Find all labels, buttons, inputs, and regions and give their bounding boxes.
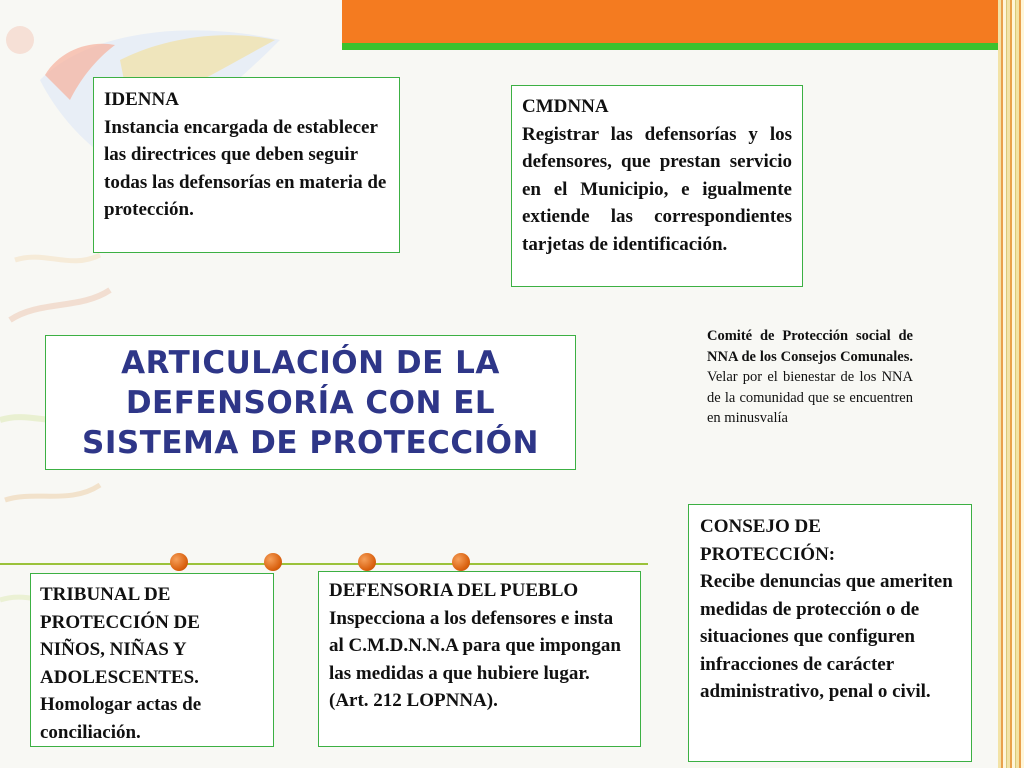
comite-body: Velar por el bienestar de los NNA de la comunidad que se encuentren en minusvalía (707, 369, 913, 426)
connector-dot-3 (358, 553, 376, 571)
main-title-line-3: SISTEMA DE PROTECCIÓN (82, 424, 539, 461)
tribunal-body: Homologar actas de conciliación. (40, 694, 202, 743)
connector-dot-4 (452, 553, 470, 571)
tribunal-title: TRIBUNAL DE PROTECCIÓN DE NIÑOS, NIÑAS Y ADOLESCENTES. (40, 584, 200, 688)
connector-line (0, 563, 648, 565)
defensoria-body: Inspecciona a los defensores e insta al C.M.D.N.N.A para que impongan las medidas a que hubiere lugar. (329, 607, 621, 684)
tribunal-box (30, 573, 274, 747)
idenna-body: Instancia encargada de establecer las directrices que deben seguir todas las defensorías en materia de protección. (104, 116, 387, 220)
consejo-box (688, 504, 972, 762)
header-bar-green (342, 43, 998, 50)
comite-title: Comité de Protección social de NNA de los Consejos Comunales. (707, 328, 913, 365)
cmdnna-body: Registrar las defensorías y los defensores, que prestan servicio en el Municipio, e igualmente extiende las correspondientes tarjetas de identificación. (522, 123, 792, 255)
defensoria-reference: (Art. 212 LOPNNA). (329, 690, 498, 711)
connector-dot-2 (264, 553, 282, 571)
main-title-box (45, 335, 576, 470)
header-bar-orange (342, 0, 998, 43)
main-title-line-2: DEFENSORÍA CON EL (125, 384, 496, 421)
main-title (82, 343, 539, 463)
connector-dot-1 (170, 553, 188, 571)
cmdnna-title: CMDNNA (522, 96, 609, 117)
right-edge-stripes (998, 0, 1024, 768)
main-title-line-1: ARTICULACIÓN DE LA (121, 344, 500, 381)
consejo-title: CONSEJO DE PROTECCIÓN: (700, 516, 836, 565)
cmdnna-box (511, 85, 803, 287)
consejo-body: Recibe denuncias que ameriten medidas de protección o de situaciones que configuren infracciones de carácter administrativo, penal o civil. (700, 571, 953, 702)
idenna-box (93, 77, 400, 253)
defensoria-box (318, 571, 641, 747)
idenna-title: IDENNA (104, 89, 179, 110)
defensoria-title: DEFENSORIA DEL PUEBLO (329, 580, 579, 601)
comite-text (707, 326, 913, 429)
